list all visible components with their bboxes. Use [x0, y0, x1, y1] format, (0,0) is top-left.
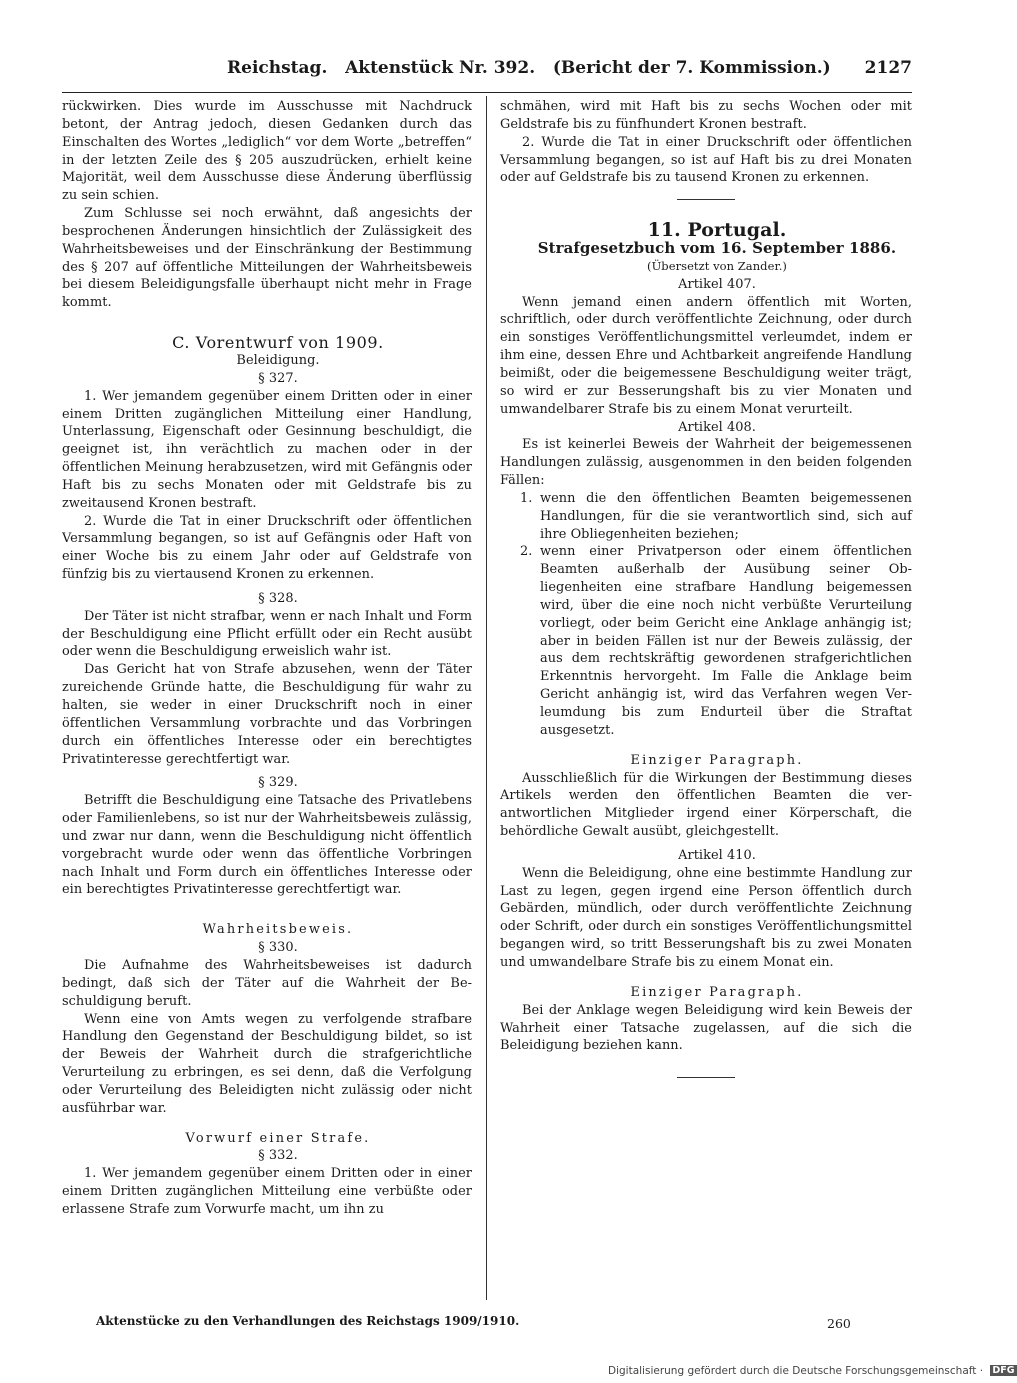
paragraph: Zum Schlusse sei noch erwähnt, daß angesichts der besprochenen Änderungen hinsichtlich der Zulässigkeit des Wahrheitsbeweises und der Einschränkung der Bestimmung des § 207 auf öffentliche Mitteilungen der Wahrheitsbeweis bei diesem Beleidigungsfalle überhaupt nicht mehr in Frage kommt. — [62, 206, 472, 311]
paragraph: schmähen, wird mit Haft bis zu sechs Wochen oder mit Geldstrafe bis zu fünfhundert Kronen bestraft. — [500, 99, 912, 132]
article-heading: Artikel 408. — [678, 419, 756, 435]
paragraph: Die Aufnahme des Wahrheitsbeweises ist dadurch bedingt, daß sich der Täter auf die Wahrheit der Beschuldigung beruft. — [62, 957, 472, 1009]
paragraph: Bei der Anklage wegen Beleidigung wird kein Beweis der Wahrheit einer Tatsache zugelassen, auf die sich die Beleidigung beziehen kann. — [500, 1002, 912, 1054]
subheading: Wahrheitsbeweis. — [202, 922, 354, 938]
list-item-text: wenn einer Privatperson oder einem öffentlichen Beamten außerhalb der Ausübung seiner Obliegenheiten eine strafbare Handlung beigemessen wird, über die eine noch nicht verbüßte Verurteilung vorliegt, oder beim Gericht eine Anklage anhängig ist; aber in beiden Fällen ist nur der Beweis zulässig, der aus dem rechtskräftig gewordenen strafgerichtlichen Erkenntnis hervorgeht. Im Falle die Anklage beim Gericht anhängig ist, wird das Verfahren wegen Verleumdung bis zum Endurteil über die Straftat ausgesetzt. — [540, 544, 912, 738]
separator-rule — [677, 1077, 735, 1078]
right-column — [500, 98, 912, 1078]
list-item — [500, 543, 912, 739]
list-item-number: 2. — [520, 544, 533, 560]
paragraph: Das Gericht hat von Strafe abzusehen, wenn der Täter zureichende Gründe hatte, die Beschuldigung für wahr zu halten, sie weder in einer Druckschrift noch in einer öffentlichen Versammlung vorbrachte und das Vorbringen durch ein öffentliches Interesse oder ein berechtigtes Privatinteresse gerechtfertigt war. — [62, 662, 472, 767]
paragraph: 1. Wer jemandem gegenüber einem Dritten oder in einer einem Dritten zugänglichen Mitteilung eine verbüßte oder erlassene Strafe zum Vorwurfe macht, um ihn zu — [62, 1166, 472, 1217]
translator-note: (Übersetzt von Zander.) — [647, 258, 787, 273]
subheading: Einziger Paragraph. — [630, 752, 804, 768]
header-rule — [62, 92, 912, 93]
header-title: Reichstag. Aktenstück Nr. 392. (Bericht der 7. Kommission.) — [227, 58, 831, 78]
paragraph: Ausschließlich für die Wirkungen der Bestimmung dieses Artikels werden den öffentlichen Beamten die verantwortlichen Mitglieder irgend einer Körperschaft, die behördliche Gewalt ausübt, gleichgestellt. — [500, 770, 912, 840]
running-header — [62, 58, 912, 90]
subheading: Vorwurf einer Strafe. — [185, 1130, 371, 1146]
paragraph: Wenn eine von Amts wegen zu verfolgende strafbare Handlung den Gegenstand der Beschuldigung bildet, so ist der Beweis der Wahrheit durch die strafgerichtliche Verurteilung zu erbringen, es sei denn, daß die Verfolgung oder Verurteilung des Beleidigten nicht zulässig oder nicht ausführbar war. — [62, 1011, 472, 1116]
article-heading: Artikel 410. — [678, 847, 756, 863]
list-item — [500, 490, 912, 544]
country-heading: 11. Portugal. — [647, 219, 787, 242]
paragraph: 2. Wurde die Tat in einer Druckschrift oder öffentlichen Versammlung begangen, so ist auf Gefängnis oder Haft von einer Woche bis zu einem Jahr oder auf Geldstrafe von fünfzig bis zu viertausend Kronen zu erkennen. — [62, 513, 472, 583]
paragraph: Wenn die Beleidigung, ohne eine bestimmte Handlung zur Last zu legen, gegen irgend eine Person öffentlich durch Gebärden, mündlich, oder durch veröffentlichte Zeichnung oder Schrift, oder durch ein sonstiges Veröffentlichungsmittel begangen wird, so tritt Besserungshaft bis zu zwei Monaten und umwandelbare Strafe bis zu einem Monat ein. — [500, 865, 912, 970]
paragraph: 2. Wurde die Tat in einer Druckschrift oder öffentlichen Versammlung begangen, so ist auf Haft bis zu drei Monaten oder auf Geldstrafe bis zu tausend Kronen zu erkennen. — [500, 134, 912, 186]
paragraph: Betrifft die Beschuldigung eine Tatsache des Privatlebens oder Familienlebens, so ist nur der Wahrheitsbeweis zulässig, und zwar nur dann, wenn die Beschuldigung nicht öffentlich vorgebracht wurde oder wenn das öffentliche Vorbringen nach Inhalt und Form durch ein öffentliches Interesse oder ein berechtigtes Privatinteresse gerechtfertigt war. — [62, 793, 472, 898]
paragraph-number: § 327. — [258, 370, 298, 386]
paragraph-number: § 328. — [258, 590, 298, 606]
subheading: Beleidigung. — [236, 352, 320, 368]
list-item-number: 1. — [520, 490, 533, 506]
column-divider — [486, 96, 487, 1300]
paragraph-number: § 329. — [258, 775, 298, 791]
dfg-logo: DFG — [992, 1365, 1015, 1376]
paragraph: Wenn jemand einen andern öffentlich mit Worten, schriftlich, oder durch veröffentlichte Zeichnung, oder durch ein sonstiges Veröffentlichungsmittel verleumdet, indem er ihm eine, dessen Ehre und Achtbarkeit angreifende Handlung beimißt, oder die beigemessene Beschuldigung weiter trägt, so wird er zur Besserungshaft bis zu vier Monaten und umwandelbarer Strafe bis zu einem Monat verurteilt. — [500, 294, 912, 417]
statute-heading: Strafgesetzbuch vom 16. September 1886. — [537, 239, 897, 258]
page-number: 2127 — [864, 58, 912, 78]
left-column — [62, 98, 472, 1219]
paragraph: rückwirken. Dies wurde im Ausschusse mit Nachdruck betont, der Antrag jedoch, diesen Gedanken durch das Einschalten des Wortes „lediglich“ vor dem Worte „betreffen“ in der letzten Zeile des § 205 auszudrücken, erhielt keine Majorität, weil dem Ausschusse diese Änderung überflüssig zu sein schien. — [62, 99, 472, 204]
enumerated-list — [500, 490, 912, 740]
paragraph: Der Täter ist nicht strafbar, wenn er nach Inhalt und Form der Beschuldigung eine Pflicht erfüllt oder ein Recht ausübt oder wenn die Beschuldigung erweislich wahr ist. — [62, 608, 472, 660]
sheet-number: 260 — [827, 1316, 851, 1331]
paragraph: 1. Wer jemandem gegenüber einem Dritten oder in einer einem Dritten zugänglichen Mitteilung einer Handlung, Unterlassung, Eigenschaft oder Gesinnung beschuldigt, die geeignet ist, ihn verächtlich zu machen oder in der öffentlichen Meinung herabzusetzen, wird mit Gefängnis oder Haft bis zu sechs Monaten oder mit Geldstrafe bis zu zweitausend Kronen bestraft. — [62, 388, 472, 511]
article-heading: Artikel 407. — [678, 276, 756, 292]
subheading: Einziger Paragraph. — [630, 984, 804, 1000]
list-item-text: wenn die den öffentlichen Beamten beigemessenen Handlungen, für die sie verantwortlich sind, sich auf ihre Obliegenheiten beziehen; — [540, 490, 912, 542]
digitization-credit — [608, 1365, 1017, 1377]
paragraph: Es ist keinerlei Beweis der Wahrheit der beigemessenen Handlungen zulässig, ausgenommen in den beiden folgenden Fällen: — [500, 437, 912, 489]
paragraph-number: § 330. — [258, 940, 298, 956]
paragraph-number: § 332. — [258, 1148, 298, 1164]
section-heading: C. Vorentwurf von 1909. — [172, 333, 384, 353]
credit-text: Digitalisierung gefördert durch die Deutsche Forschungsgemeinschaft · — [608, 1365, 984, 1377]
footer-source: Aktenstücke zu den Verhandlungen des Reichstags 1909/1910. — [96, 1314, 520, 1328]
